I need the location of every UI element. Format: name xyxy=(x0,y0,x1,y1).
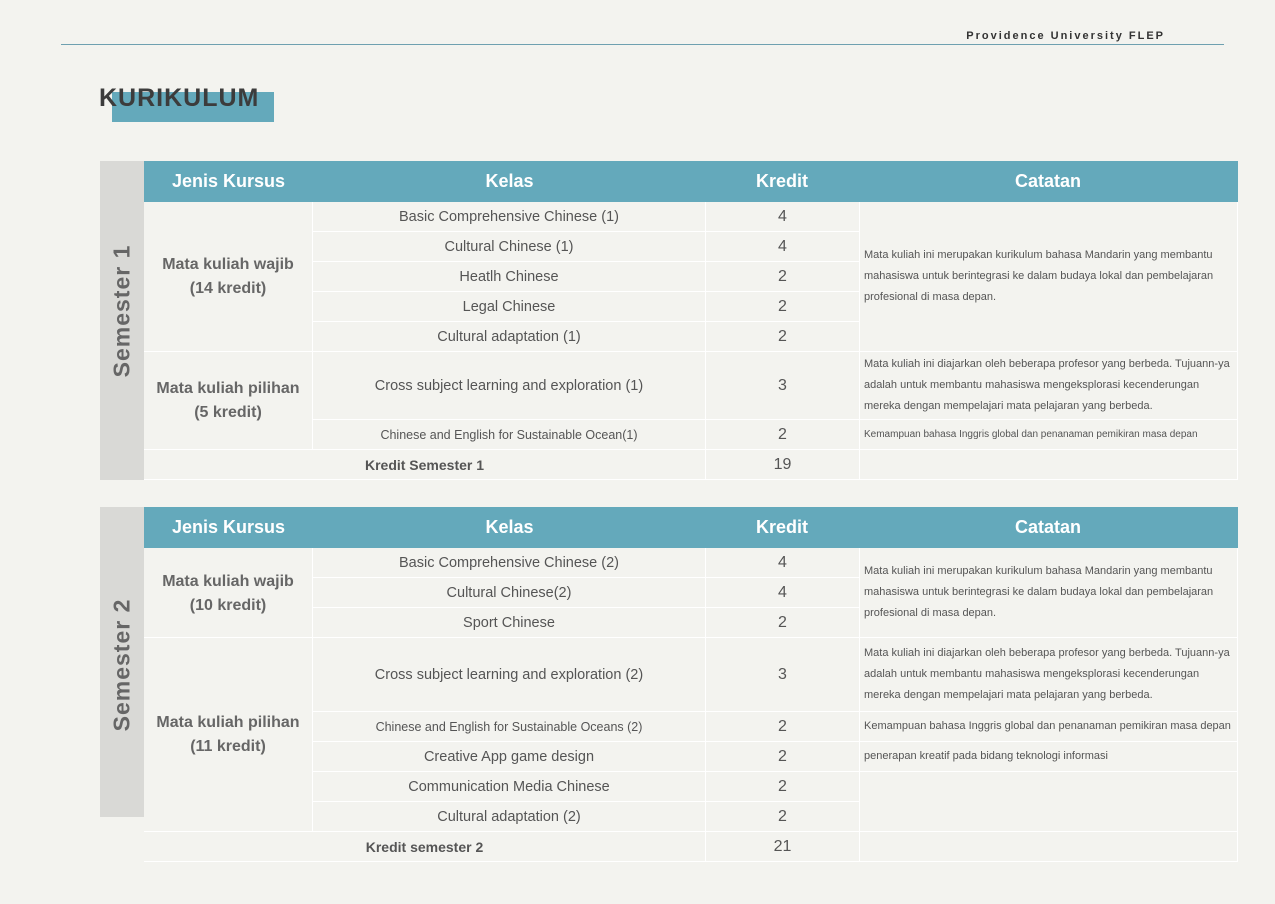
note-cell: Kemampuan bahasa Inggris global dan penanaman pemikiran masa depan xyxy=(860,712,1238,742)
note-empty xyxy=(860,772,1238,832)
table-row-kredit: 2 xyxy=(706,420,860,450)
table-row-kelas: Basic Comprehensive Chinese (2) xyxy=(313,548,706,578)
table-row-kredit: 2 xyxy=(706,772,860,802)
semester-1-label: Semester 1 xyxy=(108,244,135,378)
table-row-kelas: Heatlh Chinese xyxy=(313,262,706,292)
table-row-kelas: Legal Chinese xyxy=(313,292,706,322)
table-row-kelas: Cultural adaptation (2) xyxy=(313,802,706,832)
table-row-kelas: Chinese and English for Sustainable Ocean(1) xyxy=(313,420,706,450)
table-row-kelas: Sport Chinese xyxy=(313,608,706,638)
group-mata-kuliah-wajib xyxy=(144,548,313,638)
table-row-kredit: 2 xyxy=(706,608,860,638)
header-jenis-kursus: Jenis Kursus xyxy=(171,517,286,537)
header-kredit: Kredit xyxy=(755,171,808,191)
table-row-kelas: Cross subject learning and exploration (2) xyxy=(313,638,706,712)
header-divider xyxy=(61,44,1224,45)
group-mata-kuliah-wajib xyxy=(144,202,313,352)
semester-1-table xyxy=(100,161,1238,480)
total-note-empty xyxy=(860,450,1238,480)
total-note-empty xyxy=(860,832,1238,862)
total-value: 19 xyxy=(706,450,860,480)
header-kredit: Kredit xyxy=(755,517,808,537)
total-label: Kredit Semester 1 xyxy=(144,450,706,480)
group-label: Mata kuliah wajib xyxy=(162,573,294,590)
group-mata-kuliah-pilihan xyxy=(144,352,313,450)
table-row-kelas: Creative App game design xyxy=(313,742,706,772)
table-row-kredit: 2 xyxy=(706,712,860,742)
table-row-kelas: Basic Comprehensive Chinese (1) xyxy=(313,202,706,232)
semester-2-header-row xyxy=(144,507,1238,548)
semester-2-table xyxy=(100,507,1238,862)
table-row-kelas: Chinese and English for Sustainable Oceans (2) xyxy=(313,712,706,742)
table-row-kredit: 3 xyxy=(706,638,860,712)
group-label: Mata kuliah pilihan xyxy=(156,379,300,397)
table-row-kredit: 2 xyxy=(706,322,860,352)
header-kelas: Kelas xyxy=(485,517,534,537)
semester-2-label: Semester 2 xyxy=(108,598,135,732)
table-row-kredit: 4 xyxy=(706,202,860,232)
header-catatan: Catatan xyxy=(1014,517,1081,537)
table-row-kredit: 4 xyxy=(706,548,860,578)
note-cell: Mata kuliah ini diajarkan oleh beberapa profesor yang berbeda. Tujuann-ya adalah untuk membantu mahasiswa mengeksplorasi kecenderungan mereka dengan mempelajari mata pelajaran yang berbeda. xyxy=(860,638,1238,712)
header-jenis-kursus: Jenis Kursus xyxy=(171,171,286,191)
table-row-kelas: Communication Media Chinese xyxy=(313,772,706,802)
note-cell: Mata kuliah ini diajarkan oleh beberapa profesor yang berbeda. Tujuann-ya adalah untuk membantu mahasiswa mengeksplorasi kecenderungan mereka dengan mempelajari mata pelajaran yang berbeda. xyxy=(860,352,1238,420)
table-row-kredit: 3 xyxy=(706,352,860,420)
group-label: Mata kuliah wajib xyxy=(162,255,294,273)
group-credits: (14 kredit) xyxy=(189,279,267,297)
note-cell: penerapan kreatif pada bidang teknologi informasi xyxy=(860,742,1238,772)
table-row-kredit: 2 xyxy=(706,292,860,322)
total-value: 21 xyxy=(706,832,860,862)
total-label: Kredit semester 2 xyxy=(144,832,706,862)
table-row-kredit: 2 xyxy=(706,262,860,292)
group-mata-kuliah-pilihan xyxy=(144,638,313,832)
page-title: KURIKULUM xyxy=(99,84,260,112)
table-row-kelas: Cultural Chinese (1) xyxy=(313,232,706,262)
header-catatan: Catatan xyxy=(1014,171,1081,191)
header-text: Providence University FLEP xyxy=(966,30,1165,42)
header-kelas: Kelas xyxy=(485,171,534,191)
note-cell: Mata kuliah ini merupakan kurikulum bahasa Mandarin yang membantu mahasiswa untuk berintegrasi ke dalam budaya lokal dan pembelajaran profesional di masa depan. xyxy=(860,548,1238,638)
table-row-kredit: 2 xyxy=(706,802,860,832)
table-row-kelas: Cultural adaptation (1) xyxy=(313,322,706,352)
group-label: Mata kuliah pilihan xyxy=(156,713,300,731)
group-credits: (11 kredit) xyxy=(190,737,266,755)
table-row-kelas: Cultural Chinese(2) xyxy=(313,578,706,608)
semester-1-header-row xyxy=(144,161,1238,202)
table-row-kredit: 2 xyxy=(706,742,860,772)
note-cell: Kemampuan bahasa Inggris global dan penanaman pemikiran masa depan xyxy=(860,420,1238,450)
note-cell: Mata kuliah ini merupakan kurikulum bahasa Mandarin yang membantu mahasiswa untuk berintegrasi ke dalam budaya lokal dan pembelajaran profesional di masa depan. xyxy=(860,202,1238,352)
group-credits: (10 kredit) xyxy=(189,597,267,614)
table-row-kelas: Cross subject learning and exploration (1) xyxy=(313,352,706,420)
table-row-kredit: 4 xyxy=(706,232,860,262)
table-row-kredit: 4 xyxy=(706,578,860,608)
group-credits: (5 kredit) xyxy=(194,403,262,421)
